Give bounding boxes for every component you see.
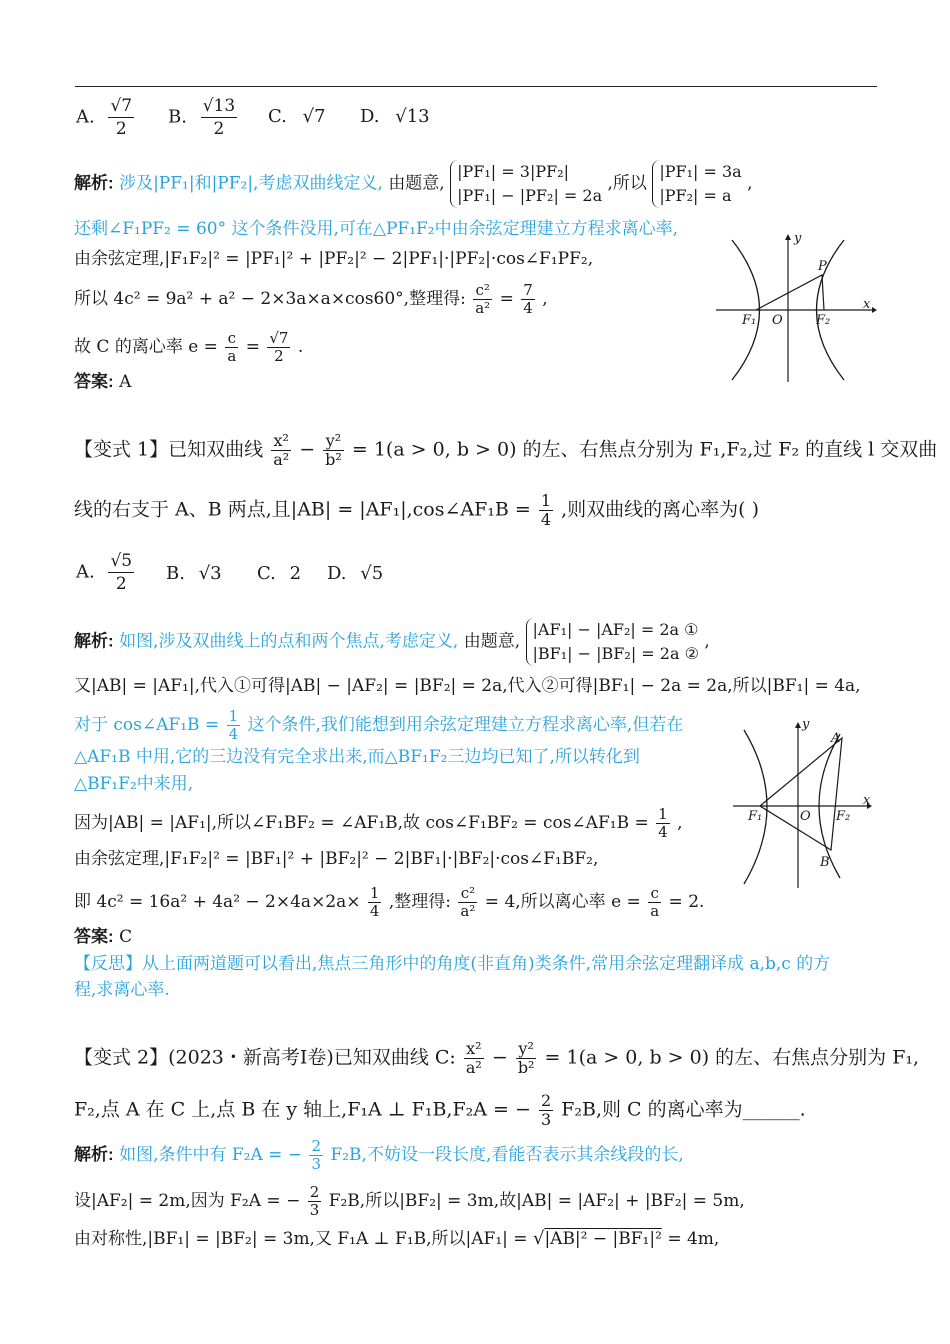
fraction [656,806,670,841]
text: − [299,438,316,461]
numerator: 2 [309,1183,320,1201]
option-c [268,106,326,127]
f2-label: F₂ [816,313,831,328]
option-value: √7 [302,106,326,127]
option-letter: B. [168,106,187,128]
fraction [473,282,492,317]
numerator: √13 [202,96,236,116]
answer-value: A [119,372,132,392]
denominator: a [650,902,660,920]
variant1-question-line1 [74,432,937,469]
text: ,所以 [607,173,647,194]
denominator: 4 [228,725,239,743]
denominator: a² [475,299,491,317]
analysis-line-3: 由余弦定理,|F₁F₂|² = |PF₁|² + |PF₂|² − 2|PF₁|·|PF₂|·cos∠F₁PF₂, [74,249,594,269]
fraction [368,885,382,920]
v1-analysis-line-1 [74,618,710,666]
v1-analysis-line-8 [74,885,704,920]
denominator: a [227,347,237,365]
answer-label: 答案: [74,372,114,391]
denominator: 4 [523,299,533,317]
point-p-label: P [818,259,827,274]
x-axis-arrow-icon [872,307,877,313]
focal-triangle [756,275,824,310]
denominator: b² [517,1058,535,1077]
y-label: y [794,231,802,246]
denominator: 4 [540,510,552,529]
option-letter: C. [257,563,276,584]
denominator: 4 [658,823,668,841]
option-letter: D. [360,106,380,127]
reflection-line-2: 程,求离心率. [74,980,170,1000]
variant2-question-line1 [74,1040,919,1077]
option-letter: A. [76,106,95,128]
text: 所以 4c² = 9a² + a² − 2×3a×a×cos60°,整理得: [74,289,466,309]
equation: |PF₁| = 3|PF₂| [457,162,570,181]
fraction [464,1040,484,1077]
denominator: a² [465,1058,482,1077]
text: , [747,173,753,194]
v1-analysis-line-6 [74,806,682,841]
top-rule [75,86,877,87]
text: = 1(a > 0, b > 0) 的左、右焦点分别为 F₁, [544,1046,920,1069]
text: F₂B,所以|BF₂| = 3m,故|AB| = |AF₂| + |BF₂| = 5m, [328,1191,745,1211]
option-d [360,106,430,127]
equation-system [450,160,602,208]
reflection-text: 从上面两道题可以看出,焦点三角形中的角度(非直角)类条件,常用余弦定理翻译成 a,b,c 的方 [142,954,831,974]
text: = 4,所以离心率 e = [484,892,641,912]
answer-label: 答案: [74,927,114,946]
numerator: 7 [523,281,533,299]
point-b-label: B [820,855,830,870]
v1-analysis-line-3 [74,708,683,743]
hint-line: 还剩∠F₁PF₂ = 60° 这个条件没用,可在△PF₁F₂中由余弦定理建立方程求离心率, [74,219,679,239]
hint-text: 这个条件,我们能想到用余弦定理建立方程求离心率,但若在 [247,715,684,735]
denominator: a² [460,902,476,920]
denominator: 4 [369,902,380,920]
text: 线的右支于 A、B 两点,且|AB| = |AF₁|,cos∠AF₁B = [74,498,531,521]
denominator: b² [325,450,342,469]
hint-text: 如图,条件中有 F₂A = − [119,1145,303,1165]
text: 【变式 1】已知双曲线 [74,438,264,461]
denominator: 3 [311,1155,322,1173]
option-b [166,563,222,584]
option-letter: B. [166,563,185,584]
option-value: √13 [395,106,430,127]
v2-analysis-line-1 [74,1138,684,1173]
numerator: √7 [269,329,289,347]
hint-text: 如图,涉及双曲线上的点和两个焦点,考虑定义, [119,631,459,652]
numerator: y² [516,1040,537,1059]
x-label: x [863,793,871,808]
text: 由对称性,|BF₁| = |BF₂| = 3m,又 F₁A ⊥ F₁B,所以|AF₁| = [74,1229,528,1249]
x-label: x [863,297,871,312]
point-a-label: A [831,731,841,746]
denominator: 2 [115,119,127,139]
equation-system [652,160,741,208]
text: , [704,631,710,652]
numerator: x² [271,432,291,451]
fraction [271,432,291,469]
option-fraction [108,95,134,140]
reflection-line-1 [74,953,830,975]
left-branch [744,730,767,884]
text: 由题意, [388,173,445,194]
text: = 1(a > 0, b > 0) 的左、右焦点分别为 F₁,F₂,过 F₂ 的直线 l 交双曲 [351,438,938,461]
numerator: 1 [228,707,239,725]
fraction [323,432,344,469]
text: 由题意, [463,631,521,652]
numerator: c [648,885,661,903]
hint-line: △AF₁B 中用,它的三边没有完全求出来,而△BF₁F₂三边均已知了,所以转化到 [74,747,640,767]
fraction [267,330,290,365]
option-value: 2 [289,563,302,584]
text: 即 4c² = 16a² + 4a² − 2×4a×2a× [74,892,361,912]
analysis-line-5 [74,330,303,365]
sqrt-sign: √ [532,1228,545,1249]
text: 因为|AB| = |AF₁|,所以∠F₁BF₂ = ∠AF₁B,故 cos∠F₁BF₂ = cos∠AF₁B = [74,813,649,833]
option-fraction [108,550,134,595]
numerator: 2 [540,1091,552,1110]
option-letter: C. [268,106,287,127]
fraction [521,282,535,317]
numerator: 1 [540,491,552,510]
f1-label: F₁ [748,809,763,824]
equation-system [526,618,699,666]
equation: |BF₁| − |BF₂| = 2a ② [532,644,699,663]
answer-line [74,371,131,393]
origin-label: O [772,313,783,328]
origin-label: O [800,809,811,824]
analysis-label: 解析: [74,1145,114,1164]
equation: |PF₁| − |PF₂| = 2a [457,186,603,205]
equation: |PF₂| = a [659,186,732,205]
analysis-line-1 [74,160,753,208]
v1-analysis-line-7: 由余弦定理,|F₁F₂|² = |BF₁|² + |BF₂|² − 2|BF₁|·|BF₂|·cos∠F₁BF₂, [74,849,599,869]
denominator: 3 [309,1201,320,1219]
fraction [309,1138,323,1173]
numerator: c² [458,885,477,903]
hint-line: △BF₁F₂中来用, [74,774,194,794]
option-c [257,563,301,584]
numerator: √5 [110,551,133,571]
text: F₂B,则 C 的离心率为______. [561,1098,806,1121]
equation: |PF₁| = 3a [659,162,742,181]
fraction [308,1184,322,1219]
text: ,整理得: [388,892,452,912]
fraction [539,1092,553,1129]
option-a [76,95,136,140]
sqrt-radicand: |AB|² − |BF₁|² [544,1229,662,1249]
y-label: y [802,717,810,732]
text: 【变式 2】(2023・新高考Ⅰ卷)已知双曲线 C: [74,1046,456,1069]
numerator: √7 [110,96,133,116]
numerator: 1 [369,884,380,902]
option-letter: D. [327,563,347,584]
numerator: c [225,330,238,348]
v2-analysis-line-2 [74,1184,745,1219]
v1-analysis-line-2: 又|AB| = |AF₁|,代入①可得|AB| − |AF₂| = |BF₂| = 2a,代入②可得|BF₁| − 2a = 2a,所以|BF₁| = 4a, [74,676,861,696]
answer-value: C [119,927,133,947]
hint-text: F₂B,不妨设一段长度,看能否表示其余线段的长, [330,1145,684,1165]
fraction [225,330,238,365]
y-axis-arrow-icon [785,234,791,240]
variant1-question-line2 [74,492,759,529]
f1-label: F₁ [742,313,757,328]
fraction [539,492,553,529]
fraction [516,1040,537,1077]
option-letter: A. [76,561,95,583]
text: = [245,337,260,357]
numerator: 1 [658,805,668,823]
denominator: a² [273,450,290,469]
hint-text: 对于 cos∠AF₁B = [74,715,220,735]
option-d [327,563,383,584]
text: , [542,289,548,309]
variant2-question-line2 [74,1092,806,1129]
analysis-line-4 [74,282,548,317]
analysis-label: 解析: [74,173,114,193]
text: = 2. [668,892,705,912]
hyperbola-figure-1 [712,228,877,386]
text: . [297,337,304,357]
fraction [458,885,477,920]
numerator: 2 [311,1137,322,1155]
reflection-label: 【反思】 [74,954,142,974]
text: − [491,1046,508,1069]
numerator: x² [464,1040,484,1059]
denominator: 2 [274,347,284,365]
v1-answer-line [74,926,132,948]
text: ,则双曲线的离心率为( ) [561,498,760,521]
denominator: 2 [115,574,127,594]
numerator: c² [473,282,492,300]
numerator: y² [323,432,344,451]
option-fraction [201,95,237,140]
denominator: 2 [213,119,225,139]
analysis-label: 解析: [74,631,114,651]
text: F₂,点 A 在 C 上,点 B 在 y 轴上,F₁A ⊥ F₁B,F₂A = − [74,1098,531,1121]
fraction [227,708,241,743]
fraction [648,885,661,920]
option-a [76,550,136,595]
v2-analysis-line-3 [74,1228,719,1250]
denominator: 3 [540,1110,552,1129]
text: 故 C 的离心率 e = [74,337,218,357]
option-value: √3 [198,563,222,584]
text: 设|AF₂| = 2m,因为 F₂A = − [74,1191,301,1211]
option-b [168,95,239,140]
y-axis-arrow-icon [795,722,801,728]
hyperbola-figure-2 [730,716,875,892]
text: = 4m, [667,1229,720,1249]
text: = [499,289,514,309]
f2-label: F₂ [836,809,851,824]
text: , [677,813,683,833]
equation: |AF₁| − |AF₂| = 2a ① [532,620,699,639]
option-value: √5 [360,563,384,584]
hint-text: 涉及|PF₁|和|PF₂|,考虑双曲线定义, [119,173,383,194]
